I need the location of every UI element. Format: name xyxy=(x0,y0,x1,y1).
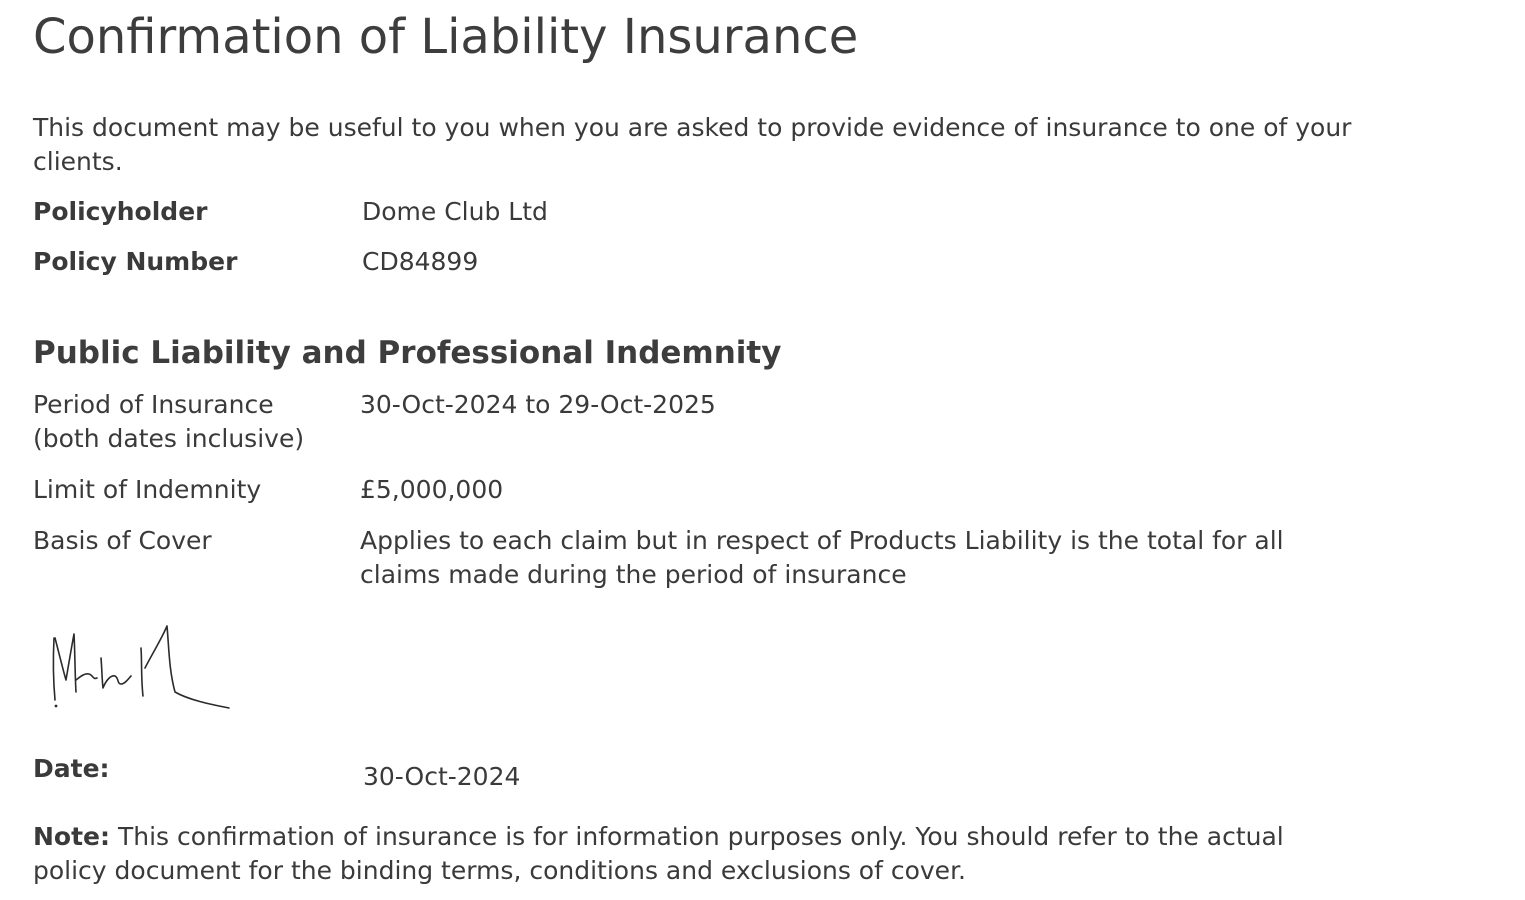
period-label-line1: Period of Insurance xyxy=(33,390,274,419)
date-label: Date: xyxy=(33,754,110,783)
note-label: Note: xyxy=(33,822,111,851)
basis-value: Applies to each claim but in respect of Products Liability is the total for all claims made during the period of insurance xyxy=(360,526,1284,589)
basis-label: Basis of Cover xyxy=(33,526,212,555)
policy-number-label: Policy Number xyxy=(33,247,238,276)
limit-label: Limit of Indemnity xyxy=(33,475,262,504)
document-title: Confirmation of Liability Insurance xyxy=(33,9,859,65)
note-text xyxy=(33,820,1363,888)
intro-text: This document may be useful to you when you are asked to provide evidence of insurance to one of your clients. xyxy=(33,113,1352,176)
date-value: 30-Oct-2024 xyxy=(363,762,521,791)
policy-number-value: CD84899 xyxy=(362,247,479,276)
period-label-line2: (both dates inclusive) xyxy=(33,424,305,453)
period-label xyxy=(33,388,353,456)
limit-value: £5,000,000 xyxy=(360,475,504,504)
note-body: This confirmation of insurance is for information purposes only. You should refer to the actual policy document for the binding terms, conditions and exclusions of cover. xyxy=(33,822,1284,885)
section-heading: Public Liability and Professional Indemnity xyxy=(33,335,782,371)
policyholder-value: Dome Club Ltd xyxy=(362,197,548,226)
policyholder-label: Policyholder xyxy=(33,197,208,226)
period-value: 30-Oct-2024 to 29-Oct-2025 xyxy=(360,390,716,419)
signature-icon xyxy=(49,618,239,718)
